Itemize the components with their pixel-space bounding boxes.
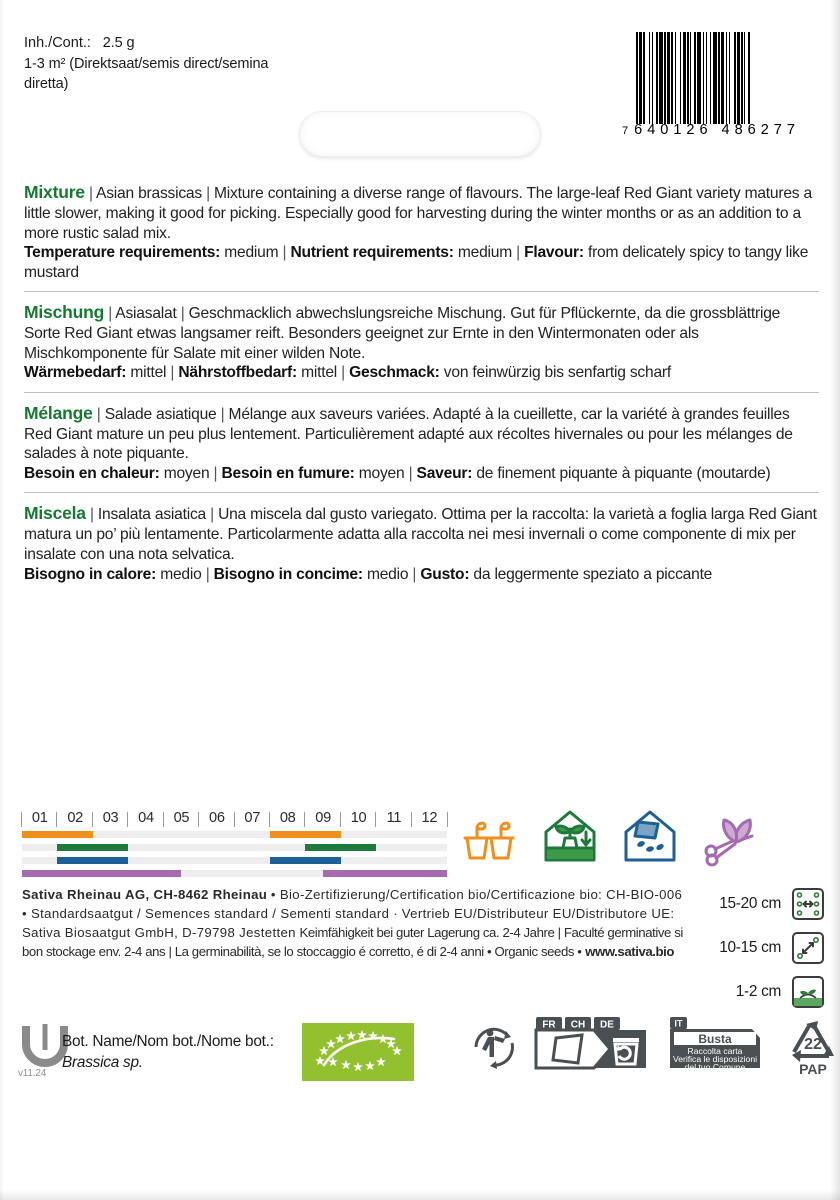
fact-value: mittel <box>301 364 338 382</box>
busta-title: Busta <box>698 1032 732 1046</box>
pictogram-row <box>462 806 758 868</box>
eu-star <box>335 1034 345 1043</box>
barcode-group-2: 486277 <box>721 122 800 138</box>
company-name: Sativa Rheinau AG, CH-8462 Rheinau <box>22 887 268 902</box>
language-body: Geschmacklich abwechslungsreiche Mischung. Gut für Pflückernte, da die grossblättrige Sorte Red Giant etwas langsamer reift. Besonders geeignet zur Ernte in den Wintermonaten oder als Mischkomponente für Salate mit einer wilden Note. <box>24 305 781 362</box>
busta-line1: Raccolta carta <box>687 1046 743 1056</box>
calendar-month-01: 01 <box>22 810 57 826</box>
fact-label: Besoin en chaleur: <box>24 464 160 482</box>
pap-number: 22 <box>804 1036 822 1053</box>
calendar-segment <box>57 844 128 851</box>
eu-star <box>376 1057 386 1066</box>
eu-star <box>326 1039 336 1048</box>
eu-star <box>353 1062 363 1071</box>
busta-line2: Verifica le disposizioni <box>672 1054 758 1064</box>
tab-it: IT <box>674 1018 683 1029</box>
sowing-depth-icon <box>790 974 826 1010</box>
calendar-month-02: 02 <box>57 810 92 826</box>
fact-value: moyen <box>163 464 210 482</box>
calendar-month-11: 11 <box>376 810 411 826</box>
content-info <box>24 33 354 95</box>
language-body: Mélange aux saveurs variées. Adapté à la cueillette, car la variété à grandes feuilles Red Giant mature un peu plus lentement. Particulièrement adapté aux récoltes hivernales ou pour les mélanges de salades à note piquante. <box>24 405 793 463</box>
botanical-name-value: Brassica sp. <box>62 1053 143 1071</box>
fact-label: Geschmack: <box>349 364 440 382</box>
calendar-segment <box>323 870 447 877</box>
calendar-segment <box>270 831 341 838</box>
busta-line3: del tuo Comune <box>684 1062 746 1072</box>
fact-value: von feinwürzig bis senfartig scharf <box>443 364 671 382</box>
fact-value: from delicately spicy to tangy like mustard <box>24 244 809 281</box>
calendar-row-sow-direct <box>22 857 447 864</box>
barcode-bars <box>636 32 751 124</box>
tab-de: DE <box>600 1019 614 1031</box>
company-distributor: Vertrieb EU/Distributeur EU/Distributore UE: Sativa Biosaatgut GmbH, D-79798 Jestetten <box>22 905 675 940</box>
content-weight-line <box>24 33 354 54</box>
calendar-segment <box>270 857 341 864</box>
language-body: Mixture containing a diverse range of flavours. The large-leaf Red Giant variety matures a little slower, making it good for picking. Especially good for harvesting during the winter months or as an addition to a more rustic salad mix. <box>24 185 812 242</box>
calendar-month-06: 06 <box>199 810 234 826</box>
fact-value: medio <box>160 565 202 583</box>
seed-pots-icon <box>462 806 518 868</box>
content-area-line1: 1-3 m² (Direktsaat/semis direct/semina <box>24 55 269 72</box>
sowing-depth-measure <box>700 970 826 1014</box>
language-blocks <box>24 182 819 593</box>
company-germination: Keimfähigkeit bei guter Lagerung ca. 2-4 Jahre | Faculté germinative si bon stockage env. 2-4 ans | La germinabilità, se lo stoccaggio é corretto, é di 2-4 anni • Organic seeds • <box>22 924 683 959</box>
fact-label: Gusto: <box>420 565 470 583</box>
calendar-bars <box>22 831 447 877</box>
fact-value: moyen <box>358 464 405 482</box>
eu-star <box>341 1060 351 1069</box>
language-subtitle: Asiasalat <box>115 305 177 323</box>
recycling-marks <box>470 1016 840 1078</box>
barcode-lead-digit: 7 <box>622 125 630 137</box>
content-area-line2: diretta) <box>24 76 69 93</box>
calendar-segment <box>22 831 93 838</box>
hanging-slot <box>300 112 540 156</box>
fact-value: medium <box>457 244 512 262</box>
calendar-segment <box>22 870 181 877</box>
barcode <box>622 32 818 142</box>
language-subtitle: Asian brassicas <box>96 185 202 202</box>
greenhouse-planting-icon <box>542 806 598 868</box>
language-subtitle: Insalata asiatica <box>97 506 206 524</box>
calendar-row-harvest <box>22 870 447 877</box>
language-block-de: Mischung | Asiasalat | Geschmacklich abwechslungsreiche Mischung. Gut für Pflückernte, da die grossblättrige Sorte Red Giant etwas langsamer reift. Besonders geeignet zur Ernte in den Wintermonaten oder als Mischkomponente für Salate mit einer wilden Note. Wärmebedarf: mittel | Nährstoffbedarf: mittel | Geschmack: von feinwürzig bis senfartig scharf <box>24 291 819 392</box>
calendar-month-04: 04 <box>128 810 163 826</box>
fact-label: Wärmebedarf: <box>24 364 127 382</box>
sowing-calendar <box>22 810 447 883</box>
company-website[interactable]: www.sativa.bio <box>585 943 675 959</box>
tidyman-icon <box>470 1023 518 1071</box>
fact-label: Saveur: <box>416 464 473 482</box>
calendar-month-05: 05 <box>164 810 199 826</box>
language-headword: Mischung <box>24 302 105 323</box>
eu-organic-logo <box>302 1023 414 1081</box>
fact-label: Nährstoffbedarf: <box>178 364 297 382</box>
language-block-fr: Mélange | Salade asiatique | Mélange aux saveurs variées. Adapté à la cueillette, car la variété à grandes feuilles Red Giant mature un peu plus lentement. Particulièrement adapté aux récoltes hivernales ou pour les mélanges de salades à note piquante. Besoin en chaleur: moyen | Besoin en fumure: moyen | Saveur: de finement piquante à piquante (moutarde) <box>24 392 819 493</box>
language-block-en: Mixture | Asian brassicas | Mixture containing a diverse range of flavours. The large-leaf Red Giant variety matures a little slower, making it good for picking. Especially good for harvesting during the winter months or as an addition to a more rustic salad mix. Temperature requirements: medium | Nutrient requirements: medium | Flavour: from delicately spicy to tangy like mustard <box>24 182 812 281</box>
language-block-it: Miscela | Insalata asiatica | Una miscela dal gusto variegato. Ottima per la raccolta: la varietà a foglia larga Red Giant matura un po’ più lentamente. Particolarmente adatta alla raccolta nei mesi invernali o come componente di mix per insalate con una nota selvatica. Bisogno in calore: medio | Bisogno in concime: medio | Gusto: da leggermente speziato a piccante <box>24 492 819 593</box>
eu-star <box>365 1061 375 1070</box>
fact-label: Temperature requirements: <box>24 244 221 262</box>
page-edge-left <box>0 0 4 1200</box>
eu-star <box>319 1046 329 1055</box>
company-info <box>22 886 684 962</box>
calendar-month-07: 07 <box>235 810 270 826</box>
plant-spacing-measure <box>700 926 826 970</box>
fact-value: da leggermente speziato a piccante <box>473 565 713 583</box>
page-edge-right <box>830 0 840 1200</box>
barcode-group-1: 640126 <box>634 122 713 138</box>
plant-spacing-icon <box>790 930 826 966</box>
tab-ch: CH <box>570 1019 586 1031</box>
eu-star <box>346 1031 356 1040</box>
calendar-month-12: 12 <box>412 810 447 826</box>
content-value: 2.5 g <box>102 35 135 51</box>
fact-value: de finement piquante à piquante (moutarde) <box>476 464 771 482</box>
calendar-month-09: 09 <box>305 810 340 826</box>
language-subtitle: Salade asiatique <box>104 405 217 423</box>
fact-value: mittel <box>130 364 167 382</box>
language-headword: Miscela <box>24 503 86 524</box>
row-spacing-icon <box>790 886 826 922</box>
calendar-row-sow-indoors <box>22 831 447 838</box>
sowing-depth-value: 1-2 cm <box>735 983 781 1000</box>
calendar-segment <box>305 844 376 851</box>
calendar-month-labels <box>22 810 447 826</box>
plant-spacing-value: 10-15 cm <box>719 939 781 956</box>
calendar-segment <box>57 857 128 864</box>
direct-sowing-icon <box>622 806 678 868</box>
language-headword: Mélange <box>24 402 93 423</box>
company-certification: • Bio-Zertifizierung/Certification bio/Certificazione bio: CH-BIO-006 • Standardsaatgut / Semences standard / Sementi standard · <box>22 887 683 921</box>
calendar-row-plant-out <box>22 844 447 851</box>
calendar-month-10: 10 <box>341 810 376 826</box>
barcode-digits <box>622 122 818 138</box>
tab-fr: FR <box>542 1019 556 1031</box>
language-body: Una miscela dal gusto variegato. Ottima per la raccolta: la varietà a foglia larga Red Giant matura un po’ più lentamente. Particolarmente adatta alla raccolta nei mesi invernali o come componente di mix per insalate con una nota selvatica. <box>24 506 817 563</box>
fact-label: Bisogno in concime: <box>213 565 363 583</box>
spacing-measures <box>700 882 826 1014</box>
fact-label: Flavour: <box>524 244 584 262</box>
fact-value: medio <box>366 565 409 583</box>
pap-label: PAP <box>799 1061 827 1077</box>
eu-star <box>357 1030 367 1039</box>
fact-label: Nutrient requirements: <box>290 244 454 262</box>
row-spacing-value: 15-20 cm <box>719 895 781 912</box>
fact-value: medium <box>224 244 279 262</box>
botanical-name <box>62 1032 274 1074</box>
language-headword: Mixture <box>24 182 85 202</box>
harvest-scissors-icon <box>702 806 758 868</box>
calendar-month-08: 08 <box>270 810 305 826</box>
fact-label: Besoin en fumure: <box>221 464 355 482</box>
botanical-name-label: Bot. Name/Nom bot./Nome bot.: <box>62 1033 274 1050</box>
page-edge-bottom <box>0 1190 840 1200</box>
content-label: Inh./Cont.: <box>24 35 91 51</box>
eu-organic-leaf-stars <box>302 1023 414 1081</box>
it-busta-disposal-icon <box>668 1016 766 1078</box>
fact-label: Bisogno in calore: <box>24 565 157 583</box>
calendar-month-03: 03 <box>93 810 128 826</box>
fr-ch-de-disposal-icon <box>534 1016 652 1078</box>
version-label: v11.24 <box>18 1068 47 1079</box>
row-spacing-measure <box>700 882 826 926</box>
